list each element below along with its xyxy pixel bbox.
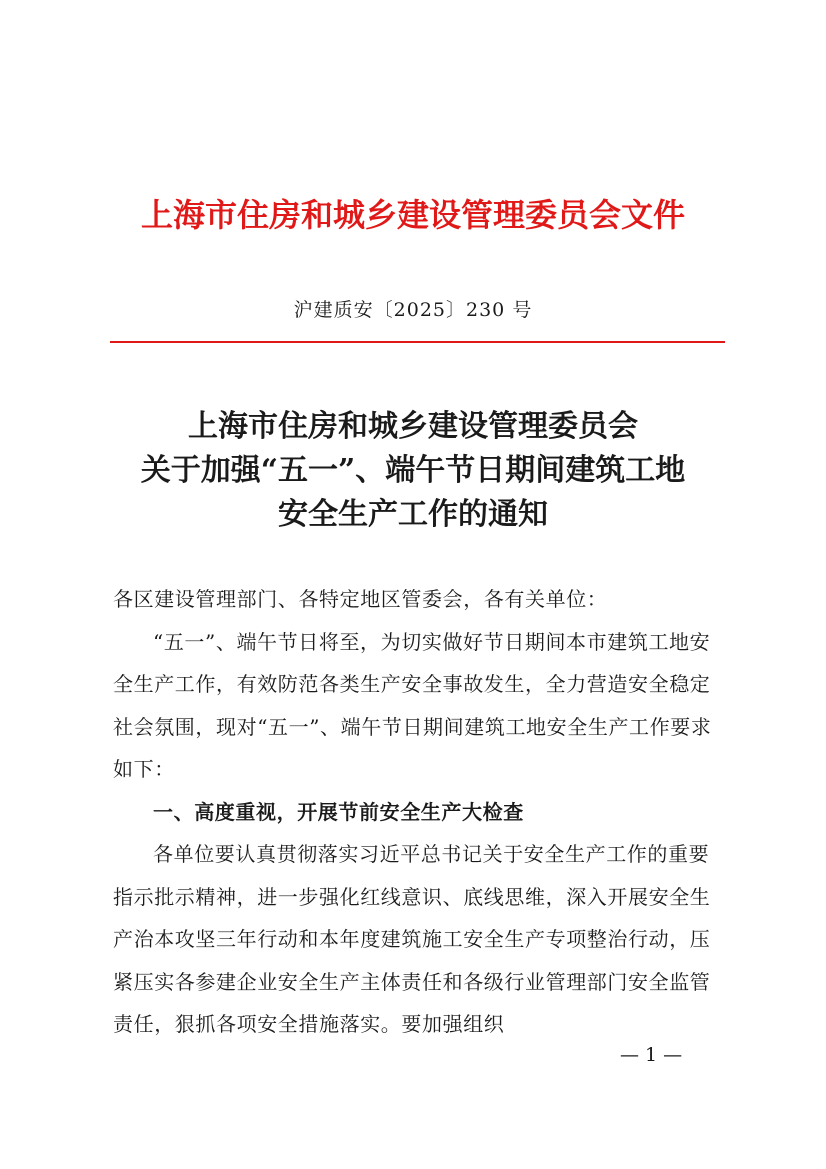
- document-title: [0, 405, 826, 537]
- title-line-1: 上海市住房和城乡建设管理委员会: [188, 409, 638, 444]
- page-number: — 1 —: [620, 1044, 683, 1066]
- title-line-3: 安全生产工作的通知: [278, 497, 548, 532]
- salutation: 各区建设管理部门、各特定地区管委会，各有关单位：: [113, 587, 608, 611]
- red-separator-line: [110, 341, 725, 343]
- title-line-2: 关于加强“五一”、端午节日期间建筑工地: [140, 453, 686, 488]
- document-number: 沪建质安〔2025〕230 号: [293, 299, 533, 321]
- issuer-heading: 上海市住房和城乡建设管理委员会文件: [140, 196, 685, 234]
- intro-paragraph: “五一”、端午节日将至，为切实做好节日期间本市建筑工地安全生产工作，有效防范各类生产安全事故发生，全力营造安全稳定社会氛围，现对“五一”、端午节日期间建筑工地安全生产工作要求如下：: [113, 629, 712, 781]
- section-1-heading: 一、高度重视，开展节前安全生产大检查: [153, 799, 524, 824]
- document-body: [113, 578, 713, 1046]
- section-1-paragraph: 各单位要认真贯彻落实习近平总书记关于安全生产工作的重要指示批示精神，进一步强化红线意识、底线思维，深入开展安全生产治本攻坚三年行动和本年度建筑施工安全生产专项整治行动，压紧压实各参建企业安全生产主体责任和各级行业管理部门安全监管责任，狠抓各项安全措施落实。要加强组织: [113, 842, 711, 1036]
